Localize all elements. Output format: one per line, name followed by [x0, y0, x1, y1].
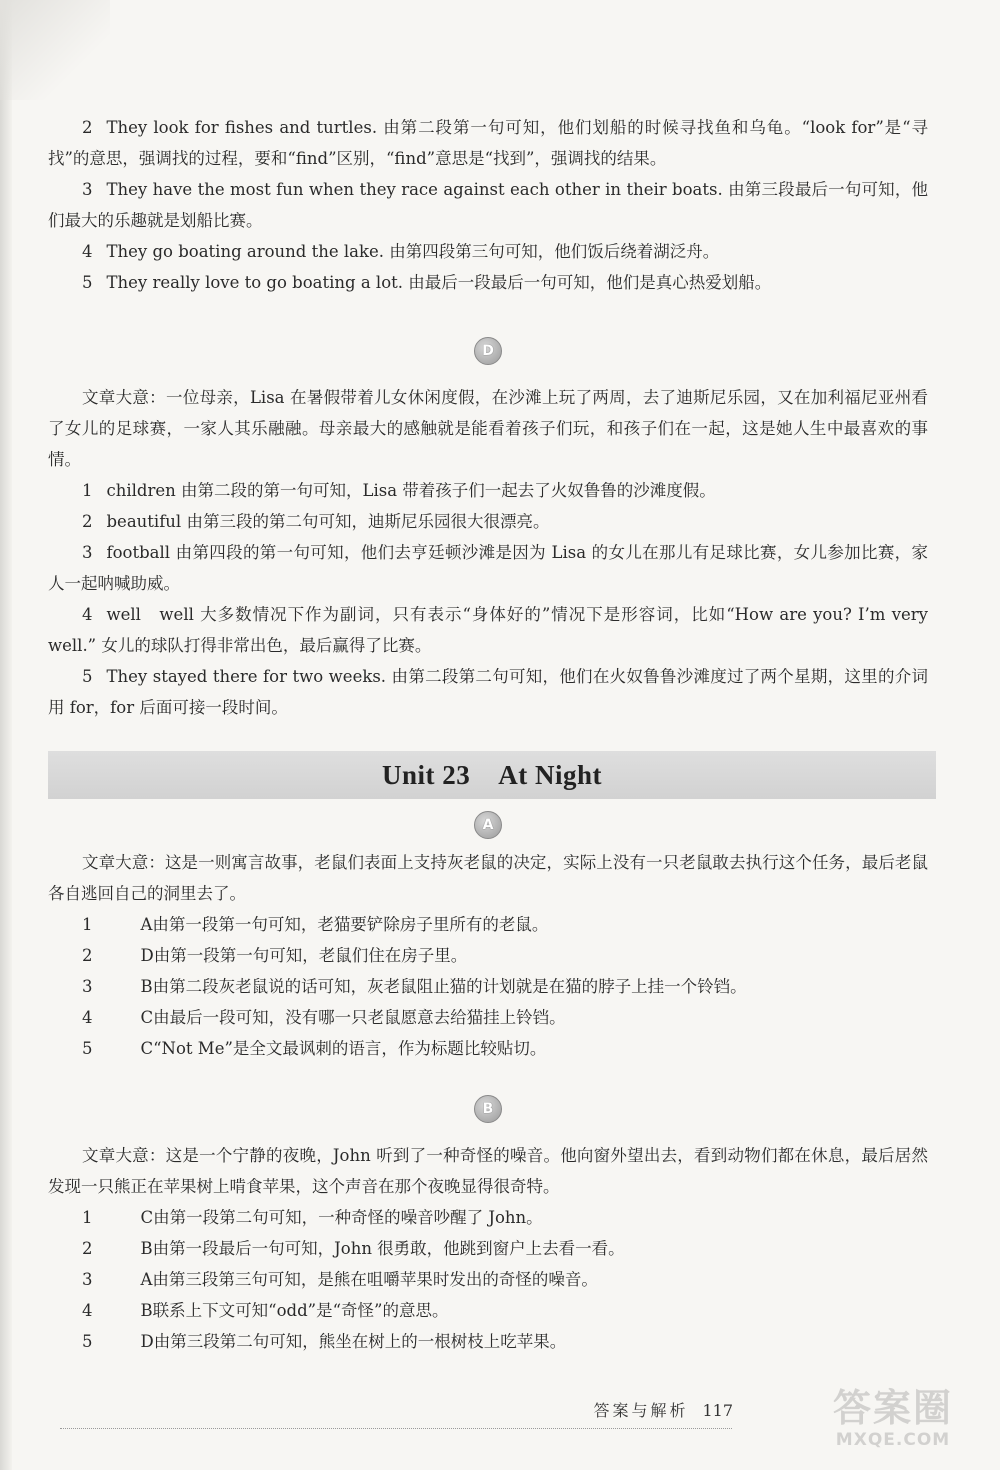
answer-item: 2 D由第一段第一句可知，老鼠们住在房子里。	[82, 946, 468, 965]
unit-name: At Night	[498, 759, 602, 790]
answer-item: 5 They stayed there for two weeks. 由第二段第二句可知，他们在火奴鲁鲁沙滩度过了两个星期，这里的介词用 for，for 后面可接一段时间。	[48, 667, 928, 717]
section-b-marker-icon: B	[474, 1095, 502, 1123]
answer-item: 5 C“Not Me”是全文最讽刺的语言，作为标题比较贴切。	[82, 1039, 547, 1058]
answer-item: 4 They go boating around the lake. 由第四段第三句可知，他们饭后绕着湖泛舟。	[82, 242, 720, 261]
page-number: 117	[702, 1401, 733, 1420]
section-marker-wrap	[48, 803, 928, 847]
answer-item: 2 B由第一段最后一句可知，John 很勇敢，他跳到窗户上去看一看。	[82, 1239, 625, 1258]
section-marker-wrap	[48, 320, 928, 382]
unit-header-bar	[48, 751, 936, 799]
section-b	[48, 1078, 928, 1357]
page-footer	[48, 1398, 733, 1421]
watermark-title: 答案圈	[832, 1386, 953, 1430]
answer-item: 1 children 由第二段的第一句可知，Lisa 带着孩子们一起去了火奴鲁鲁的沙滩度假。	[82, 481, 716, 500]
section-d-marker-icon: D	[474, 337, 502, 365]
answer-item: 3 They have the most fun when they race against each other in their boats. 由第三段最后一句可知，他们最大的乐趣就是划船比赛。	[48, 180, 928, 230]
section-summary: 文章大意：这是一则寓言故事，老鼠们表面上支持灰老鼠的决定，实际上没有一只老鼠敢去执行这个任务，最后老鼠各自逃回自己的洞里去了。	[48, 853, 928, 903]
answer-item: 4 B联系上下文可知“odd”是“奇怪”的意思。	[82, 1301, 449, 1320]
answer-item: 1 A由第一段第一句可知，老猫要铲除房子里所有的老鼠。	[82, 915, 549, 934]
answer-item: 5 They really love to go boating a lot. 由最后一段最后一句可知，他们是真心热爱划船。	[82, 273, 772, 292]
unit-number: Unit 23	[381, 759, 471, 790]
section-marker-wrap	[48, 1078, 928, 1140]
answer-item: 3 A由第三段第三句可知，是熊在咀嚼苹果时发出的奇怪的噪音。	[82, 1270, 598, 1289]
footer-rule	[60, 1428, 732, 1429]
answer-item: 4 well well 大多数情况下作为副词，只有表示“身体好的”情况下是形容词，比如“How are you? I’m very well.” 女儿的球队打得非常出色，最后赢得了比赛。	[48, 605, 928, 655]
footer-label: 答案与解析	[593, 1401, 689, 1420]
section-c	[48, 112, 928, 298]
section-a	[48, 803, 928, 1064]
unit-title	[382, 760, 602, 791]
page-content	[48, 112, 928, 1357]
watermark-logo	[808, 1386, 978, 1458]
section-d	[48, 320, 928, 723]
answer-item: 3 B由第二段灰老鼠说的话可知，灰老鼠阻止猫的计划就是在猫的脖子上挂一个铃铛。	[82, 977, 747, 996]
answer-item: 5 D由第三段第二句可知，熊坐在树上的一根树枝上吃苹果。	[82, 1332, 567, 1351]
scan-edge-shadow	[0, 0, 12, 1470]
section-a-marker-icon: A	[474, 811, 502, 839]
answer-item: 4 C由最后一段可知，没有哪一只老鼠愿意去给猫挂上铃铛。	[82, 1008, 566, 1027]
answer-item: 2 They look for fishes and turtles. 由第二段第一句可知，他们划船的时候寻找鱼和乌龟。“look for”是“寻找”的意思，强调找的过程，要和“find”区别，“find”意思是“找到”，强调找的结果。	[48, 118, 928, 168]
watermark-site: MXQE.COM	[835, 1430, 951, 1450]
answer-item: 1 C由第一段第二句可知，一种奇怪的噪音吵醒了 John。	[82, 1208, 543, 1227]
section-summary: 文章大意：这是一个宁静的夜晚，John 听到了一种奇怪的噪音。他向窗外望出去，看到动物们都在休息，最后居然发现一只熊正在苹果树上啃食苹果，这个声音在那个夜晚显得很奇特。	[48, 1146, 928, 1196]
section-summary: 文章大意：一位母亲，Lisa 在暑假带着儿女休闲度假，在沙滩上玩了两周，去了迪斯尼乐园，又在加利福尼亚州看了女儿的足球赛，一家人其乐融融。母亲最大的感触就是能看着孩子们玩，和孩子们在一起，这是她人生中最喜欢的事情。	[48, 388, 928, 469]
answer-item: 2 beautiful 由第三段的第二句可知，迪斯尼乐园很大很漂亮。	[82, 512, 550, 531]
scan-corner-shadow	[0, 0, 110, 100]
answer-item: 3 football 由第四段的第一句可知，他们去亨廷顿沙滩是因为 Lisa 的女儿在那儿有足球比赛，女儿参加比赛，家人一起呐喊助威。	[48, 543, 928, 593]
